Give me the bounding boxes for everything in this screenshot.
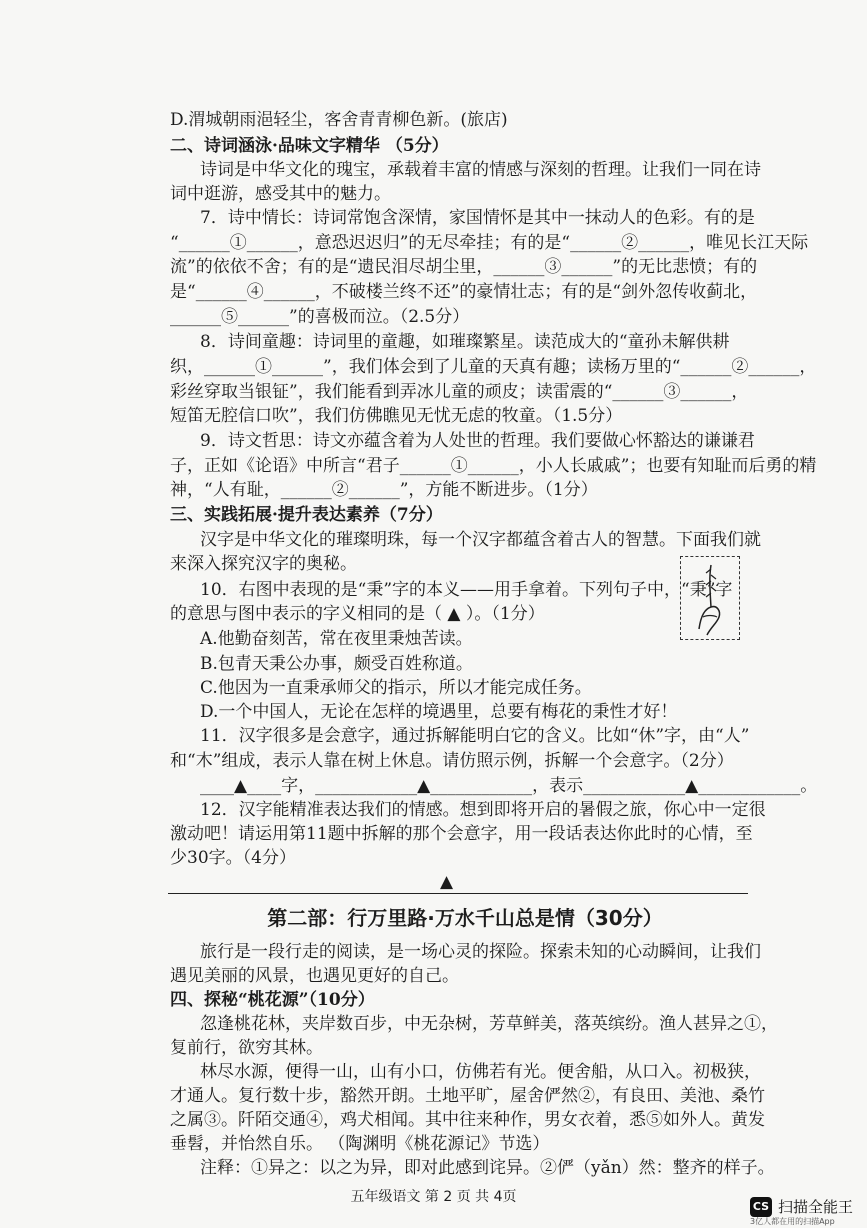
q11-line: 和“木”组成，表示人靠在树上休息。请仿照示例，拆解一个会意字。（2分） [170, 751, 734, 771]
q12-line: 少30字。（4分） [170, 848, 296, 868]
passage-line: 之属③。阡陌交通④，鸡犬相闻。其中往来种作，男女衣着，悉⑤如外人。黄发 [170, 1110, 765, 1130]
q8-line: 短笛无腔信口吹”，我们仿佛瞧见无忧无虑的牧童。（1.5分） [170, 406, 623, 426]
q9-line: 神，“人有耻，______②______”，方能不断进步。（1分） [170, 480, 598, 500]
logo-text: 扫描全能王 [778, 1198, 854, 1216]
passage-line: 垂髫，并怡然自乐。 （陶渊明《桃花源记》节选） [170, 1134, 550, 1154]
q8-line: 8．诗间童趣：诗词里的童趣，如璀璨繁星。读范成大的“童孙未解供耕 [200, 332, 730, 352]
part-two-intro: 旅行是一段行走的阅读，是一场心灵的探险。探索未知的心动瞬间，让我们 [200, 942, 761, 962]
q12-line: 12．汉字能精准表达我们的情感。想到即将开启的暑假之旅，你心中一定很 [200, 800, 766, 820]
q8-line: 织，______①______”，我们体会到了儿童的天真有趣；读杨万里的“______②______， [170, 357, 817, 377]
intro-line: 诗词是中华文化的瑰宝，承载着丰富的情感与深刻的哲理。让我们一同在诗 [200, 160, 761, 180]
q7-line: ______⑤______”的喜极而泣。（2.5分） [170, 307, 470, 327]
option-d-line: D.渭城朝雨浥轻尘，客舍青青柳色新。(旅店) [170, 110, 508, 130]
q7-line: 是“______④______，不破楼兰终不还”的豪情壮志；有的是“剑外忽传收蓟北， [170, 282, 758, 302]
q10-option-d: D.一个中国人，无论在怎样的境遇里，总要有梅花的秉性才好！ [200, 702, 678, 722]
q10-line: 的意思与图中表示的字义相同的是（ ▲ ）。（1分） [170, 604, 545, 624]
q9-line: 子，正如《论语》中所言“君子______①______，小人长戚戚”；也要有知耻而后勇的精 [170, 456, 817, 476]
cs-logo-icon: CS [750, 1197, 772, 1217]
q10-option-a: A.他勤奋刻苦，常在夜里秉烛苦读。 [200, 629, 473, 649]
q10-option-b: B.包青天秉公办事，颇受百姓称道。 [200, 654, 473, 674]
q8-line: 彩丝穿取当银钲”，我们能看到弄冰儿童的顽皮；读雷震的“______③______， [170, 382, 749, 402]
section-two-heading: 二、诗词涵泳·品味文字精华 （5分） [170, 136, 449, 156]
part-two-title: 第二部：行万里路·万水千山总是情（30分） [267, 906, 663, 930]
intro-line: 词中逛游，感受其中的魅力。 [170, 184, 391, 204]
q11-answer-line: ____▲____字，____________▲____________，表示____________▲____________。 [200, 776, 818, 796]
passage-line: 复前行，欲穷其林。 [170, 1038, 323, 1058]
passage-line: 才通人。复行数十步，豁然开朗。土地平旷，屋舍俨然②，有良田、美池、桑竹 [170, 1086, 765, 1106]
q10-option-c: C.他因为一直秉承师父的指示，所以才能完成任务。 [200, 678, 592, 698]
answer-triangle-mark: ▲ [440, 872, 454, 892]
q11-line: 11．汉字很多是会意字，通过拆解能明白它的含义。比如“休”字，由“人” [200, 726, 750, 746]
q9-line: 9．诗文哲思：诗文亦蕴含着为人处世的哲理。我们要做心怀豁达的谦谦君 [200, 431, 755, 451]
part-two-intro: 遇见美丽的风景，也遇见更好的自己。 [170, 966, 459, 986]
q7-line: 流”的依依不舍；有的是“遗民泪尽胡尘里，______③______”的无比悲愤；有的 [170, 257, 758, 277]
scanner-logo [750, 1196, 853, 1217]
passage-line: 林尽水源，便得一山，山有小口，仿佛若有光。便舍船，从口入。初极狭， [200, 1062, 761, 1082]
hand-holding-grain-icon [681, 557, 739, 639]
q7-line: “______①______，意恐迟迟归”的无尽牵挂；有的是“______②______，唯见长江天际 [170, 233, 809, 253]
section-three-intro: 汉字是中华文化的璀璨明珠，每一个汉字都蕴含着古人的智慧。下面我们就 [200, 530, 761, 550]
q7-line: 7．诗中情长：诗词常饱含深情，家国情怀是其中一抹动人的色彩。有的是 [200, 208, 755, 228]
passage-line: 忽逢桃花林，夹岸数百步，中无杂树，芳草鲜美，落英缤纷。渔人甚异之①， [200, 1014, 778, 1034]
annotation-line: 注释：①异之：以之为异，即对此感到诧异。②俨（yǎn）然：整齐的样子。 [200, 1158, 775, 1178]
q12-line: 激动吧！请运用第11题中拆解的那个会意字，用一段话表达你此时的心情，至 [170, 824, 753, 844]
bing-character-figure [680, 556, 740, 640]
section-three-intro: 来深入探究汉字的奥秘。 [170, 554, 357, 574]
section-divider [168, 893, 748, 894]
q10-line: 10．右图中表现的是“秉”字的本义——用手拿着。下列句子中，“秉”字 [200, 580, 733, 600]
section-three-heading: 三、实践拓展·提升表达素养（7分） [170, 505, 443, 525]
page-footer: 五年级语文 第 2 页 共 4页 [350, 1189, 517, 1205]
section-four-heading: 四、探秘“桃花源”（10分） [170, 990, 375, 1010]
logo-subtitle: 3亿人都在用的扫描App [750, 1217, 835, 1226]
